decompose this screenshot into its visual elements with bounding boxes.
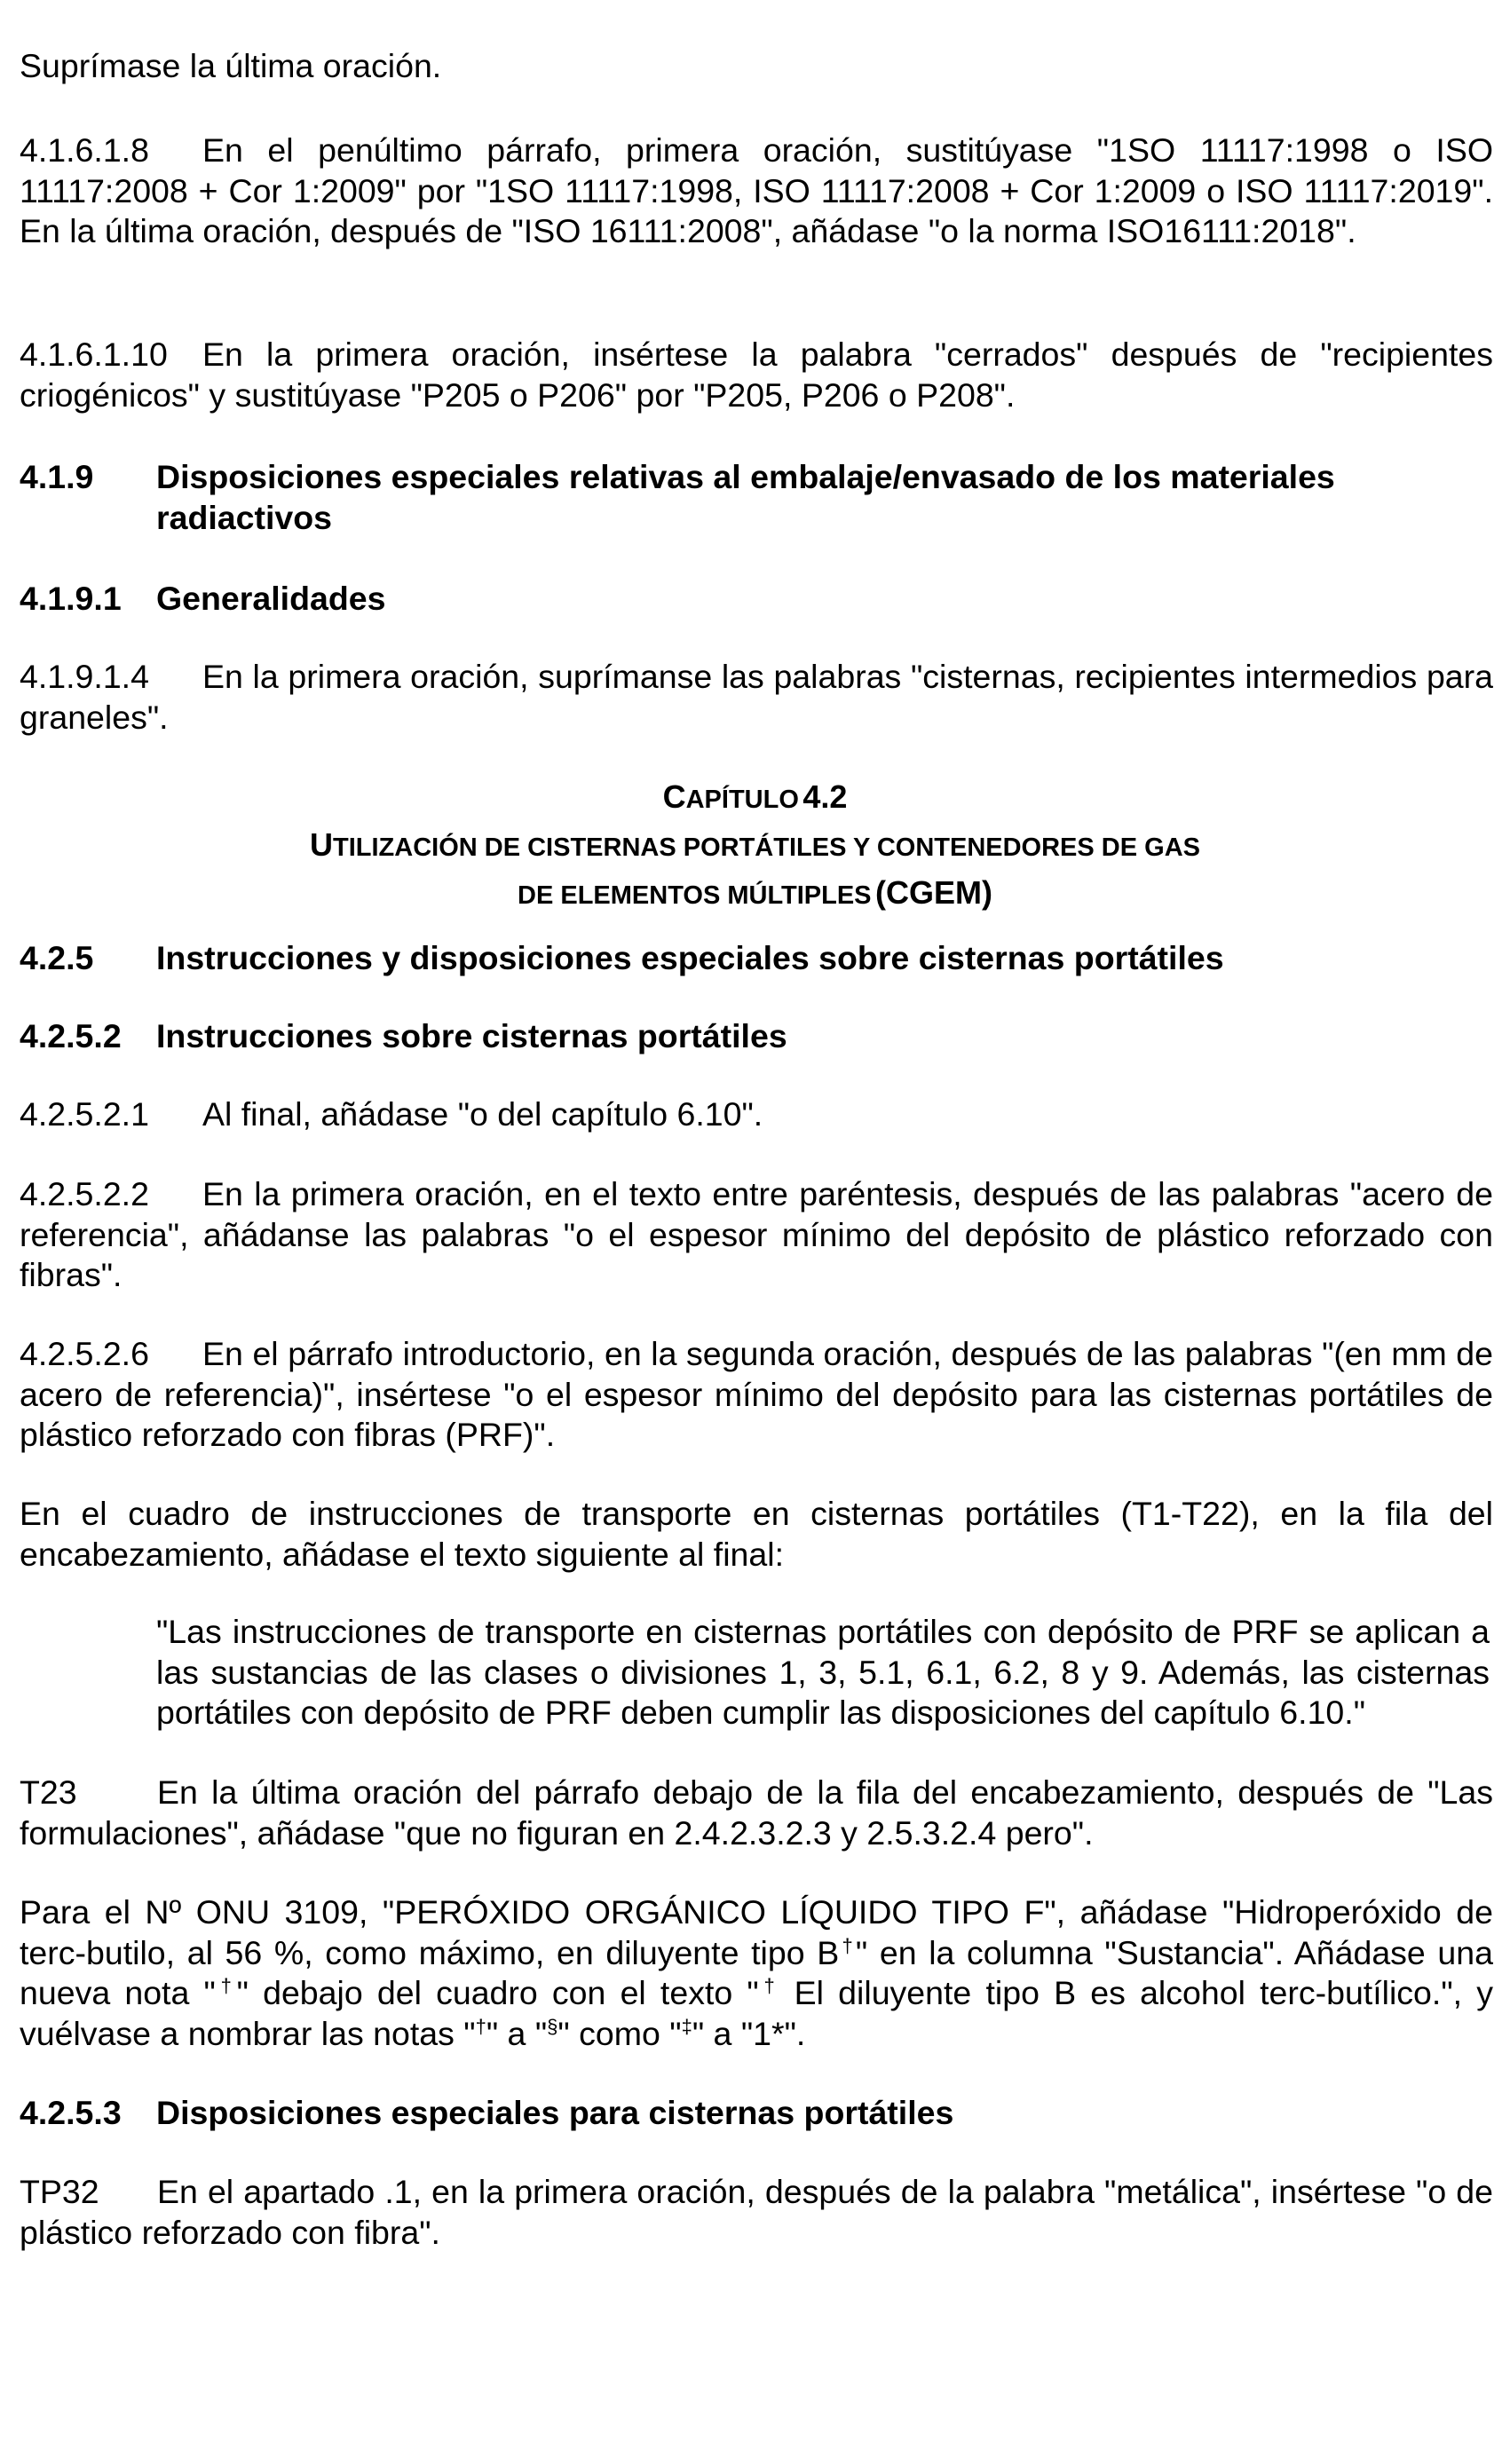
paragraph-t23 [20, 1773, 1493, 1853]
heading-4-2-5-2 [20, 1016, 1493, 1057]
heading-text: Generalidades [156, 580, 386, 617]
paragraph-text: Suprímase la última oración. [20, 47, 442, 84]
paragraph-4-2-5-2-2 [20, 1174, 1493, 1296]
paragraph-text: En la última oración del párrafo debajo de la fila del encabezamiento, después de "Las formulaciones", añádase "que no figuran en 2.4.2.3.2.3 y 2.5.3.2.4 pero". [20, 1773, 1493, 1852]
heading-number: 4.2.5 [20, 939, 94, 976]
chapter-line-3: DE ELEMENTOS MÚLTIPLES (CGEM) [518, 874, 992, 911]
heading-number: 4.1.9.1 [20, 580, 122, 617]
paragraph-text: En el cuadro de instrucciones de transporte en cisternas portátiles (T1-T22), en la fila del encabezamiento, añádase el texto siguiente al final: [20, 1495, 1493, 1573]
paragraph-tp32 [20, 2172, 1493, 2253]
paragraph-number: 4.2.5.2.2 [20, 1175, 149, 1212]
chapter-line-2: UTILIZACIÓN DE CISTERNAS PORTÁTILES Y CONTENEDORES DE GAS [310, 826, 1200, 863]
paragraph-text: En la primera oración, en el texto entre paréntesis, después de las palabras "acero de referencia", añádanse las palabras "o el espesor mínimo del depósito de plástico reforzado con fibras". [20, 1175, 1493, 1293]
quoted-text-block [156, 1612, 1490, 1733]
paragraph-4-2-5-2-6 [20, 1334, 1493, 1456]
heading-number: 4.2.5.2 [20, 1017, 122, 1054]
paragraph-number: T23 [20, 1773, 77, 1811]
paragraph-onu-3109: Para el Nº ONU 3109, "PERÓXIDO ORGÁNICO LÍQUIDO TIPO F", añádase "Hidroperóxido de terc-butilo, al 56 %, como máximo, en diluyente tipo B†" en la columna "Sustancia". Añádase una nueva nota "†" debajo del cuadro con el texto "† El diluyente tipo B es alcohol terc-butílico.", y vuélvase a nombrar las notas "†" a "§" como "‡" a "1*". [20, 1893, 1493, 2052]
chapter-line-1: CAPÍTULO 4.2 [662, 778, 848, 815]
heading-text: Disposiciones especiales para cisternas portátiles [156, 2094, 954, 2131]
paragraph-text: En la primera oración, suprímanse las palabras "cisternas, recipientes intermedios para graneles". [20, 658, 1493, 736]
paragraph-4-2-5-2-1 [20, 1094, 1493, 1135]
paragraph-number: 4.2.5.2.1 [20, 1095, 149, 1133]
paragraph-number: 4.2.5.2.6 [20, 1335, 149, 1372]
heading-4-2-5 [20, 938, 1493, 979]
heading-4-1-9-1 [20, 579, 1493, 620]
heading-text: Instrucciones sobre cisternas portátiles [156, 1017, 787, 1054]
paragraph-cuadro-instrucciones [20, 1494, 1493, 1575]
paragraph-text: En el apartado .1, en la primera oración, después de la palabra "metálica", insértese "o de plástico reforzado con fibra". [20, 2173, 1493, 2251]
paragraph-number: TP32 [20, 2173, 99, 2210]
heading-4-2-5-3 [20, 2093, 1493, 2134]
paragraph-4-1-6-1-8 [20, 130, 1493, 252]
paragraph-number: 4.1.9.1.4 [20, 658, 149, 695]
paragraph-4-1-9-1-4 [20, 657, 1493, 738]
paragraph-suprimase [20, 46, 1493, 87]
heading-text: Disposiciones especiales relativas al embalaje/envasado de los materiales radiactivos [156, 458, 1335, 536]
paragraph-text: En la primera oración, insértese la palabra "cerrados" después de "recipientes criogénicos" y sustitúyase "P205 o P206" por "P205, P206 o P208". [20, 336, 1493, 414]
paragraph-number: 4.1.6.1.8 [20, 131, 149, 169]
paragraph-4-1-6-1-10 [20, 335, 1493, 415]
heading-text: Instrucciones y disposiciones especiales sobre cisternas portátiles [156, 939, 1224, 976]
chapter-title [0, 777, 1510, 920]
paragraph-text: En el penúltimo párrafo, primera oración, sustitúyase "1SO 11117:1998 o ISO 11117:2008 + Cor 1:2009" por "1SO 11117:1998, ISO 11117:2008 + Cor 1:2009 o ISO 11117:2019". En la última oración, después de "ISO 16111:2008", añádase "o la norma ISO16111:2018". [20, 131, 1493, 249]
paragraph-number: 4.1.6.1.10 [20, 336, 168, 373]
heading-number: 4.2.5.3 [20, 2094, 122, 2131]
heading-number: 4.1.9 [20, 458, 94, 495]
quoted-text: "Las instrucciones de transporte en cisternas portátiles con depósito de PRF se aplican a las sustancias de las clases o divisiones 1, 3, 5.1, 6.1, 6.2, 8 y 9. Además, las cisternas portátiles con depósito de PRF deben cumplir las disposiciones del capítulo 6.10." [156, 1613, 1490, 1731]
paragraph-text: Al final, añádase "o del capítulo 6.10". [202, 1095, 763, 1133]
heading-4-1-9 [20, 457, 1493, 539]
paragraph-text: En el párrafo introductorio, en la segunda oración, después de las palabras "(en mm de acero de referencia)", insértese "o el espesor mínimo del depósito para las cisternas portátiles de plástico reforzado con fibras (PRF)". [20, 1335, 1493, 1453]
